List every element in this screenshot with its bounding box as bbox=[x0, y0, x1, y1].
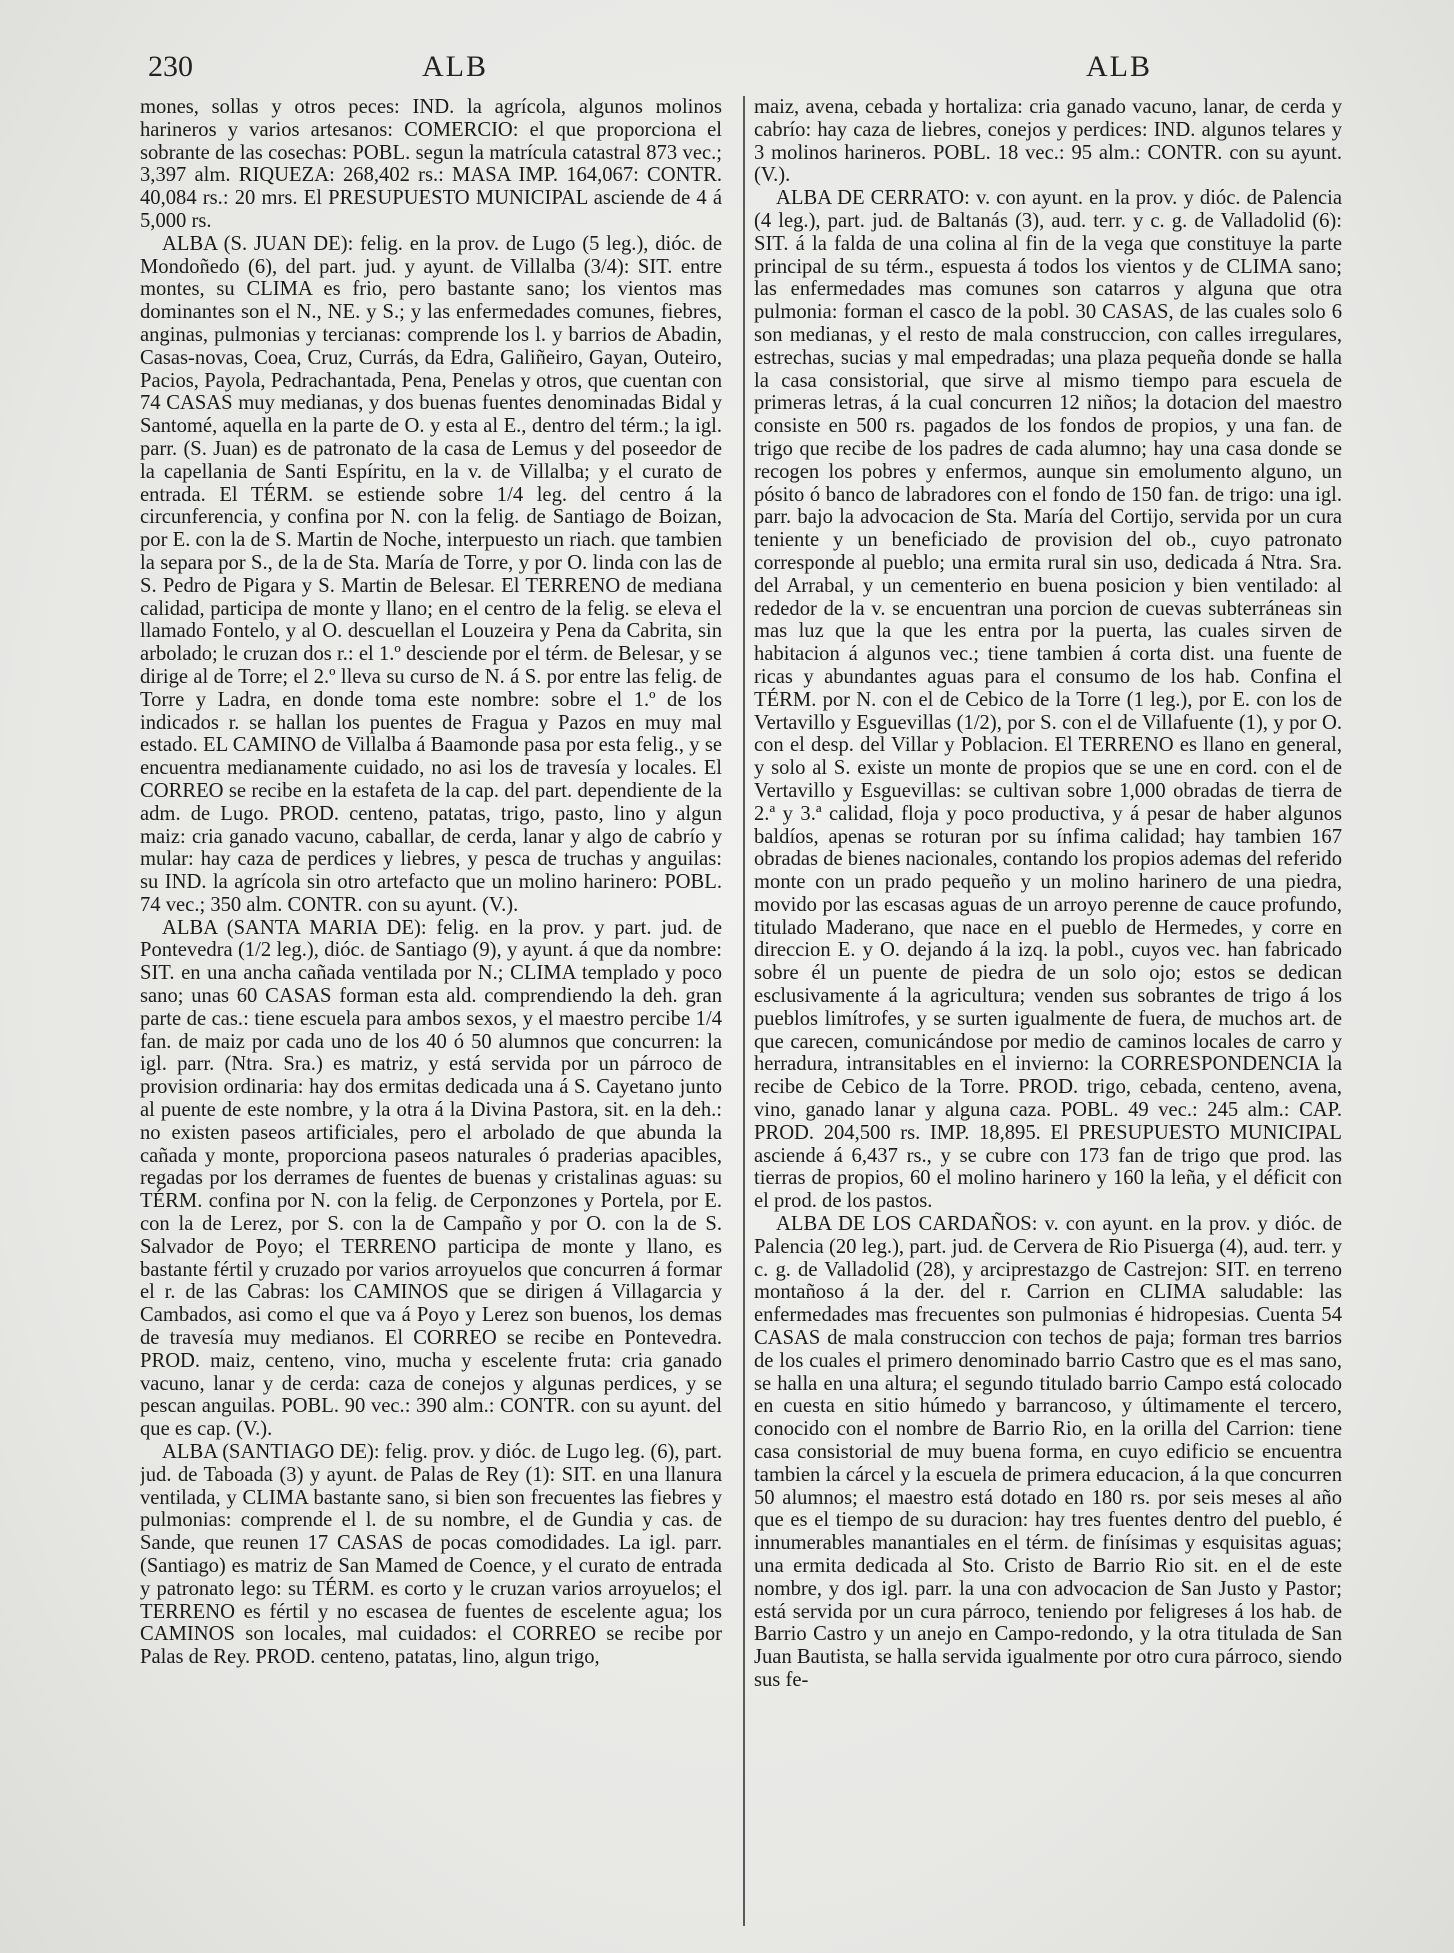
running-head-left: ALB bbox=[422, 50, 488, 83]
entry-alba-santiago: ALBA (SANTIAGO DE): felig. prov. y dióc. de Lugo leg. (6), part. jud. de Taboada (3) y ayunt. de Palas de Rey (1): SIT. en una llanura ventilada, y CLIMA bastante sano, si bien son frecuentes las fiebres y pulmonias: comprende el l. de su nombre, el de Gundia y cas. de Sande, que reunen 17 CASAS de pocas comodidades. La igl. parr. (Santiago) es matriz de San Mamed de Coence, y el curato de entrada y patronato lego: su TÉRM. es corto y le cruzan varios arroyuelos; el TERRENO es fértil y no escasea de fuentes de escelente agua; los CAMINOS son locales, mal cuidados: el CORREO se recibe por Palas de Rey. PROD. centeno, patatas, lino, algun trigo, bbox=[140, 1441, 722, 1669]
left-paragraph-1: mones, sollas y otros peces: IND. la agrícola, algunos molinos harineros y varios artesanos: COMERCIO: el que proporciona el sobrante de las cosechas: POBL. segun la matrícula catastral 873 vec.; 3,397 alm. RIQUEZA: 268,402 rs.: MASA IMP. 164,067: CONTR. 40,084 rs.: 20 mrs. El PRESUPUESTO MUNICIPAL asciende de 4 á 5,000 rs. bbox=[140, 96, 722, 232]
entry-alba-de-cerrato: ALBA DE CERRATO: v. con ayunt. en la prov. y dióc. de Palencia (4 leg.), part. jud. de Baltanás (3), aud. terr. y c. g. de Valladolid (6): SIT. á la falda de una colina al fin de la vega que constituye la parte principal de su térm., espuesta á todos los vientos y de CLIMA sano; las enfermedades mas comunes son catarros y alguna que otra pulmonia: forman el casco de la pobl. 30 CASAS, de las cuales solo 6 son medianas, y el resto de mala construccion, con calles irregulares, estrechas, sucias y mal empedradas; una plaza pequeña donde se halla la casa consistorial, que sirve al mismo tiempo para escuela de primeras letras, á la cual concurren 12 niños; la dotacion del maestro consiste en 500 rs. pagados de los fondos de propios, y una fan. de trigo que recibe de los padres de cada alumno; hay una casa donde se recogen los pobres y enfermos, aunque sin emolumento alguno, un pósito ó banco de labradores con el fondo de 150 fan. de trigo: una igl. parr. bajo la advocacion de Sta. María del Cortijo, servida por un cura teniente y un beneficiado de provision del ob., cuyo patronato corresponde al pueblo; una ermita rural sin uso, dedicada á Ntra. Sra. del Arrabal, y un cementerio en buena posicion y bien ventilado: al rededor de la v. se encuentran una porcion de cuevas subterráneas sin mas luz que la que les entra por la puerta, las cuales sirven de habitacion á algunos vec.; tiene tambien á corta dist. una fuente de ricas y abundantes aguas para el consumo de los hab. Confina el TÉRM. por N. con el de Cebico de la Torre (1 leg.), por E. con los de Vertavillo y Esguevillas (1/2), por S. con el de Villafuente (1), y por O. con el desp. del Villar y Poblacion. El TERRENO es llano en general, y solo al S. existe un monte de propios que se une en cord. con el de Vertavillo y Esguevillas: se cultivan sobre 1,000 obradas de tierra de 2.ª y 3.ª calidad, floja y poco productiva, y á pesar de haber algunos baldíos, apenas se roturan por su ínfima calidad; hay tambien 167 obradas de bienes nacionales, contando los propios ademas del referido monte con un prado pequeño y un molino harinero de una piedra, movido por las escasas aguas de un arroyo perenne de cauce profundo, titulado Maderano, que nace en el pueblo de Hermedes, y corre en direccion E. y O. dejando á la izq. la pobl., cuyos vec. han fabricado sobre él un puente de piedra de un solo ojo; estos se dedican esclusivamente á la agricultura; venden sus sobrantes de trigo á los pueblos limítrofes, y se surten igualmente de fuera, de muchos art. de que carecen, comunicándose por medio de caminos locales de carro y herradura, intransitables en el invierno: la CORRESPONDENCIA la recibe de Cebico de la Torre. PROD. trigo, cebada, centeno, avena, vino, ganado lanar y alguna caza. POBL. 49 vec.: 245 alm.: CAP. PROD. 204,500 rs. IMP. 18,895. El PRESUPUESTO MUNICIPAL asciende á 6,437 rs., y se cubre con 173 fan de trigo que prod. las tierras de propios, 60 el molino harinero y 160 la leña, y el déficit con el prod. de los pastos. bbox=[754, 187, 1342, 1213]
left-column bbox=[140, 96, 722, 1934]
entry-alba-san-juan: ALBA (S. JUAN DE): felig. en la prov. de Lugo (5 leg.), dióc. de Mondoñedo (6), del part. jud. y ayunt. de Villalba (3/4): SIT. entre montes, su CLIMA es frio, pero bastante sano; los vientos mas dominantes son el N., NE. y S.; y las enfermedades comunes, fiebres, anginas, pulmonias y tercianas: comprende los l. y barrios de Abadin, Casas-novas, Coea, Cruz, Currás, da Edra, Galiñeiro, Gayan, Outeiro, Pacios, Payola, Pedrachantada, Pena, Penelas y otros, que cuentan con 74 CASAS muy medianas, y dos buenas fuentes denominadas Bidal y Santomé, aquella en la parte de O. y esta al E., dentro del térm.; la igl. parr. (S. Juan) es de patronato de la casa de Lemus y del poseedor de la capellania de Santi Espíritu, en la v. de Villalba; y el curato de entrada. El TÉRM. se estiende sobre 1/4 leg. del centro á la circunferencia, y confina por N. con la felig. de Santiago de Boizan, por E. con la de S. Martin de Noche, interpuesto un riach. que tambien la separa por S., de la de Sta. María de Torre, y por O. linda con las de S. Pedro de Pigara y S. Martin de Belesar. El TERRENO de mediana calidad, participa de monte y llano; en el centro de la felig. se eleva el llamado Fontelo, y al O. descuellan el Louzeira y Pena da Cabrita, sin arbolado; le cruzan dos r.: el 1.º desciende por el térm. de Belesar, y se dirige al de Torre; el 2.º lleva su curso de N. á S. por entre las felig. de Torre y Ladra, en donde toma este nombre: sobre el 1.º de los indicados r. se hallan los puentes de Fragua y Pazos en muy mal estado. EL CAMINO de Villalba á Baamonde pasa por esta felig., y se encuentra medianamente cuidado, no asi los de travesía y locales. El CORREO se recibe en la estafeta de la cap. del part. dependiente de la adm. de Lugo. PROD. centeno, patatas, trigo, pasto, lino y algun maiz: cria ganado vacuno, caballar, de cerda, lanar y algo de cabrío y mular: hay caza de perdices y liebres, y pesca de truchas y anguilas: su IND. la agrícola sin otro artefacto que un molino harinero: POBL. 74 vec.; 350 alm. CONTR. con su ayunt. (V.). bbox=[140, 232, 722, 916]
right-paragraph-1: maiz, avena, cebada y hortaliza: cria ganado vacuno, lanar, de cerda y cabrío: hay caza de liebres, conejos y perdices: IND. algunos telares y 3 molinos harineros. POBL. 18 vec.: 95 alm.: CONTR. con su ayunt. (V.). bbox=[754, 96, 1342, 187]
page-number: 230 bbox=[148, 50, 193, 83]
entry-alba-de-los-cardanos: ALBA DE LOS CARDAÑOS: v. con ayunt. en la prov. y dióc. de Palencia (20 leg.), part. jud. de Cervera de Rio Pisuerga (4), aud. terr. y c. g. de Valladolid (28), y arciprestazgo de Castrejon: SIT. en terreno montañoso á la der. del r. Carrion en CLIMA saludable: las enfermedades mas frecuentes son pulmonias é hidropesias. Cuenta 54 CASAS de mala construccion con techos de paja; forman tres barrios de los cuales el primero denominado barrio Castro que es el mas sano, se halla en una altura; el segundo titulado barrio Campo está colocado en cuesta en sitio húmedo y barrancoso, y últimamente el tercero, conocido con el nombre de Barrio Rio, en la orilla del Carrion: tiene casa consistorial de muy buena forma, en cuyo edificio se encuentra tambien la cárcel y la escuela de primera educacion, á la que concurren 50 alumnos; el maestro está dotado en 180 rs. por seis meses al año que es el tiempo de su duracion: hay tres fuentes dentro del pueblo, é innumerables manantiales en el térm. de finísimas y esquisitas aguas; una ermita dedicada al Sto. Cristo de Barrio Rio sit. en el de este nombre, y dos igl. parr. la una con advocacion de San Justo y Pastor; está servida por un cura párroco, teniendo por feligreses á los hab. de Barrio Castro y un anejo en Campo-redondo, y la otra titulada de San Juan Bautista, se halla servida igualmente por otro cura párroco, siendo sus fe- bbox=[754, 1213, 1342, 1691]
running-head-right: ALB bbox=[1086, 50, 1152, 83]
right-column bbox=[754, 96, 1342, 1934]
page-header bbox=[148, 50, 1362, 94]
column-divider bbox=[743, 96, 745, 1926]
entry-alba-santa-maria: ALBA (SANTA MARIA DE): felig. en la prov. y part. jud. de Pontevedra (1/2 leg.), dióc. de Santiago (9), y ayunt. á que da nombre: SIT. en una ancha cañada ventilada por N.; CLIMA templado y poco sano; unas 60 CASAS forman esta ald. comprendiendo la deh. gran parte de cas.: tiene escuela para ambos sexos, y el maestro percibe 1/4 fan. de maiz por cada uno de los 40 ó 50 alumnos que concurren: la igl. parr. (Ntra. Sra.) es matriz, y está servida por un párroco de provision ordinaria: hay dos ermitas dedicada una á S. Cayetano junto al puente de este nombre, y la otra á la Divina Pastora, sit. en la deh.: no existen paseos artificiales, pero el arbolado de que abunda la cañada y monte, proporciona paseos naturales ó praderias apacibles, regadas por los derrames de fuentes de buenas y cristalinas aguas: su TÉRM. confina por N. con la felig. de Cerponzones y Portela, por E. con la de Lerez, por S. con la de Campaño y por O. con la de S. Salvador de Poyo; el TERRENO participa de monte y llano, es bastante fértil y cruzado por varios arroyuelos que concurren á formar el r. de las Cabras: los CAMINOS que se dirigen á Villagarcia y Cambados, asi como el que va á Poyo y Lerez son buenos, los demas de travesía muy medianos. El CORREO se recibe en Pontevedra. PROD. maiz, centeno, vino, mucha y escelente fruta: cria ganado vacuno, lanar y de cerda: caza de conejos y algunas perdices, y se pescan anguilas. POBL. 90 vec.: 390 alm.: CONTR. con su ayunt. del que es cap. (V.). bbox=[140, 916, 722, 1441]
